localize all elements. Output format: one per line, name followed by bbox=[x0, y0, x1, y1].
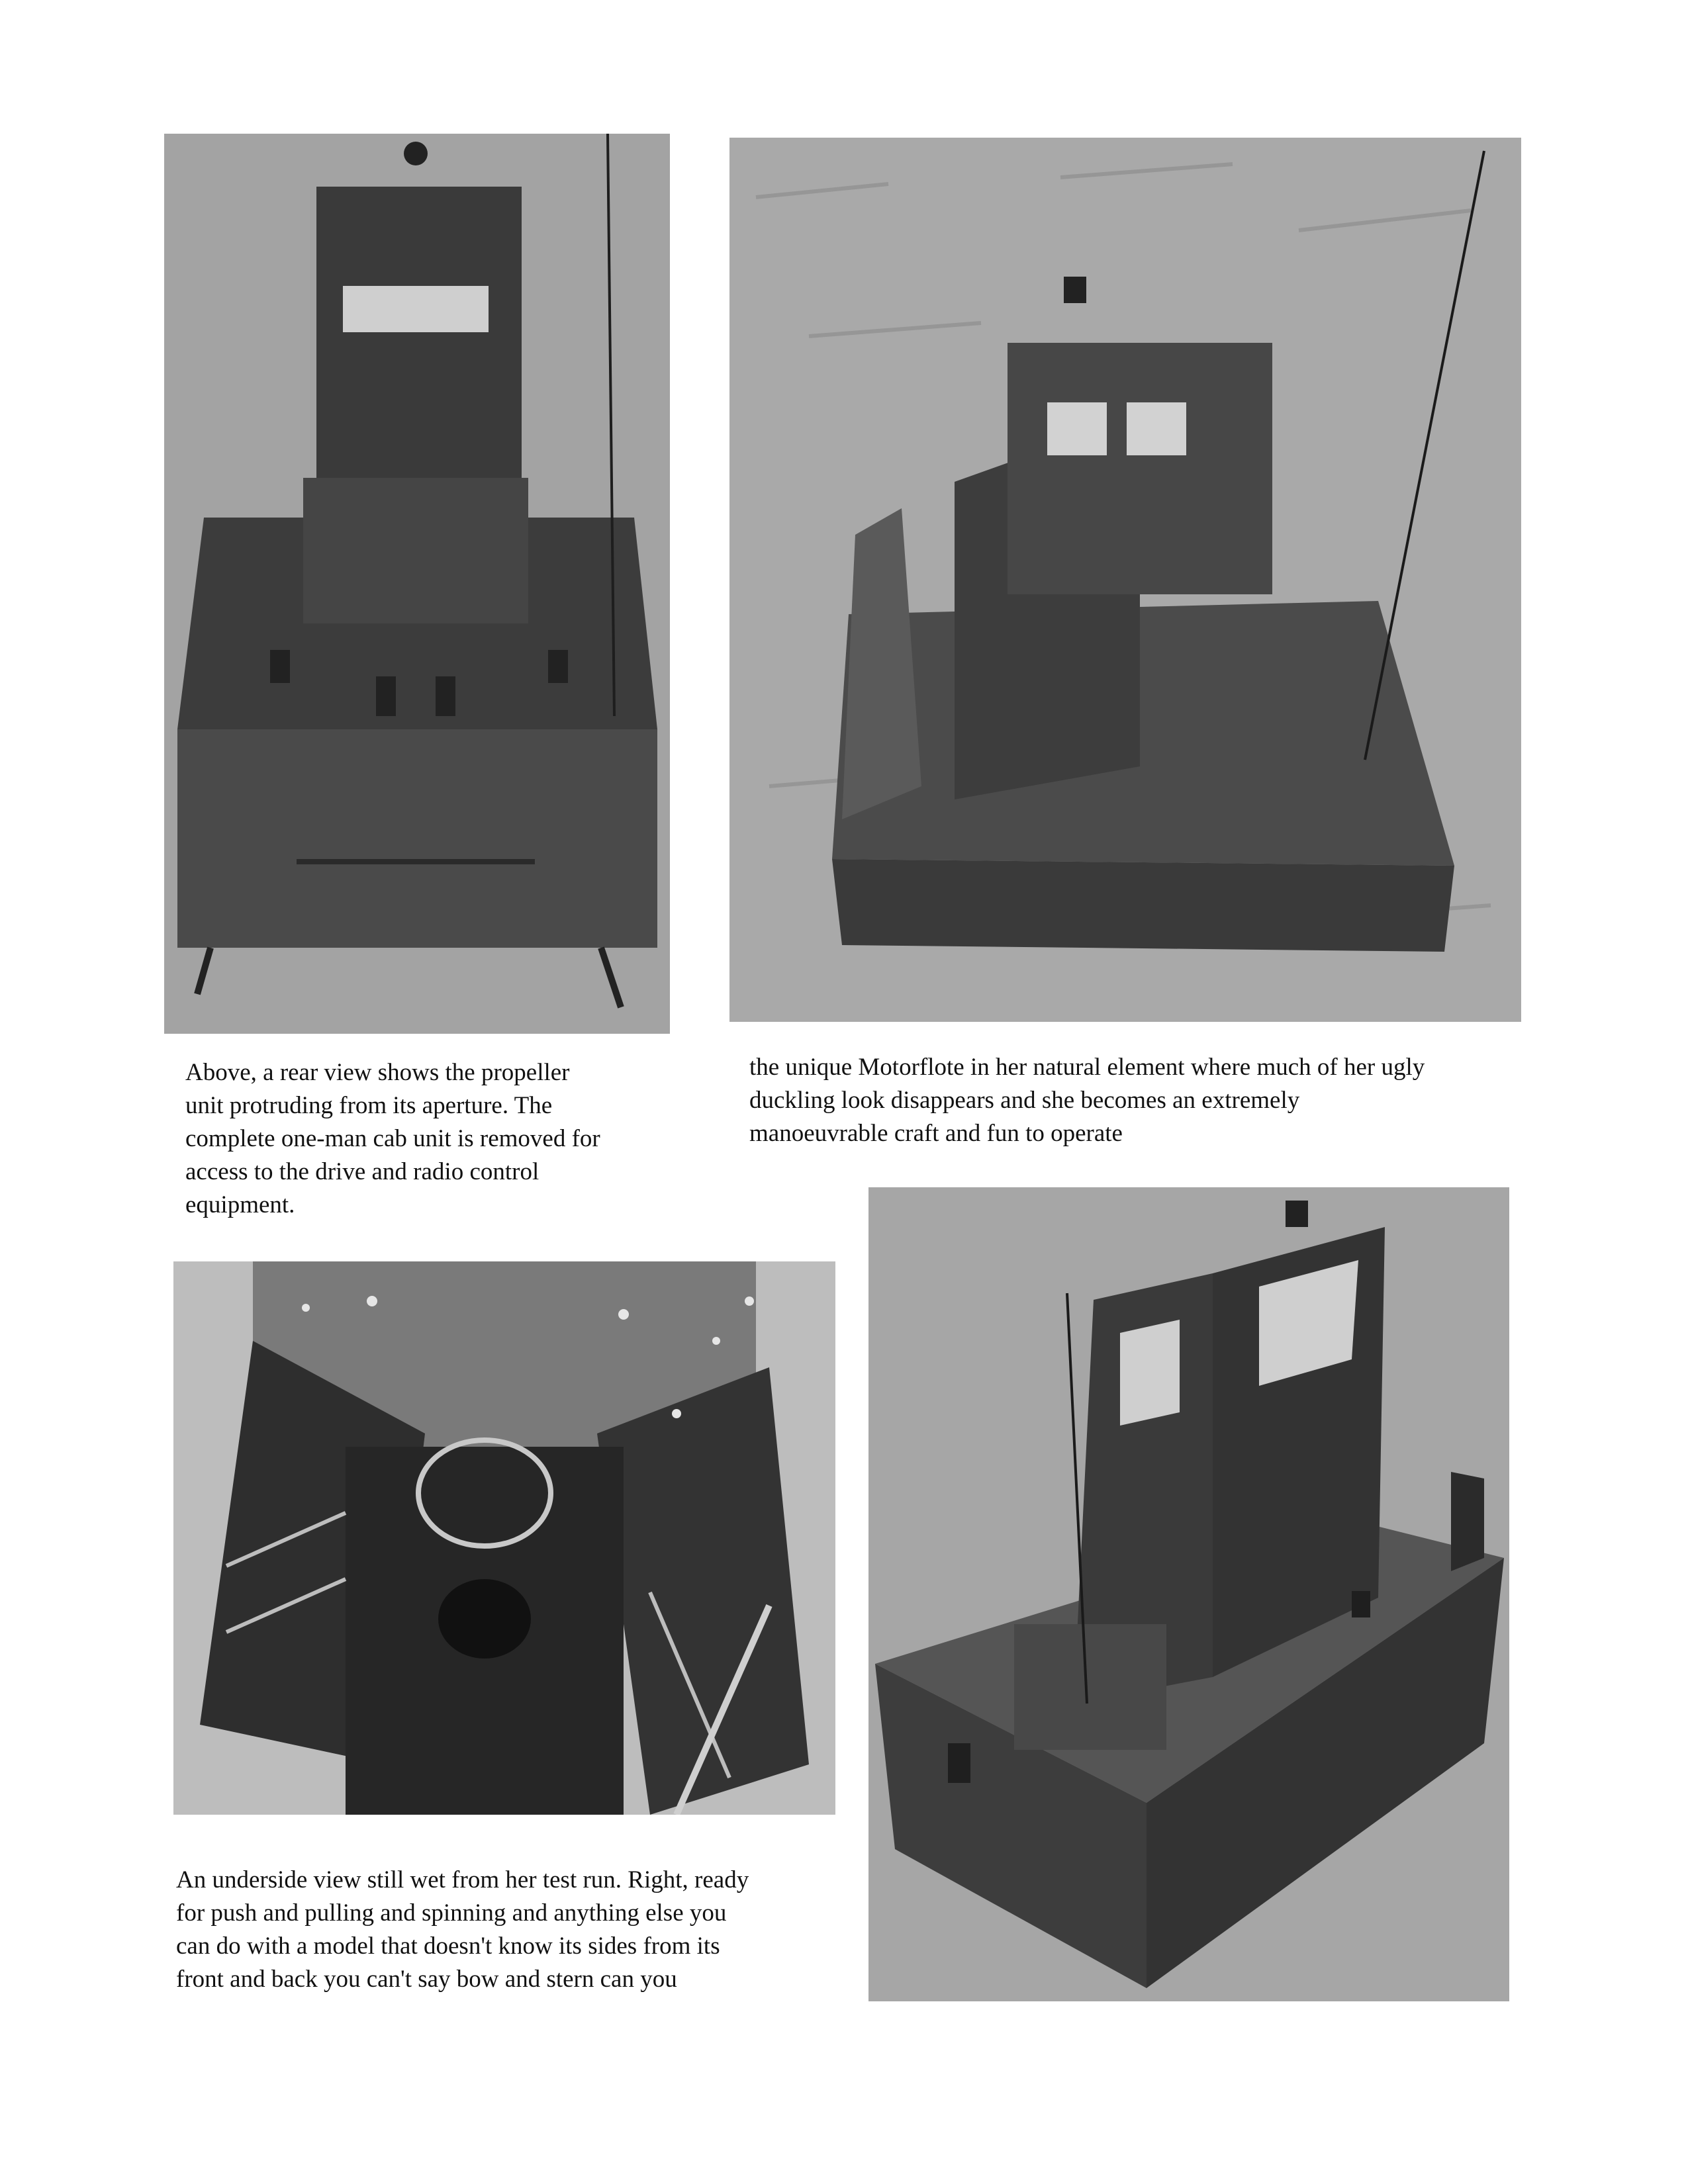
caption-line: complete one-man cab unit is removed for bbox=[185, 1125, 600, 1152]
rear-view-photo bbox=[164, 134, 670, 1034]
underside-image bbox=[173, 1261, 835, 1815]
on-water-image bbox=[729, 138, 1521, 1022]
on-water-photo bbox=[729, 138, 1521, 1022]
caption-line: for push and pulling and spinning and anything else you bbox=[176, 1899, 727, 1927]
caption-line: equipment. bbox=[185, 1191, 295, 1218]
caption-line: can do with a model that doesn't know its sides from its bbox=[176, 1933, 720, 1960]
caption-line: An underside view still wet from her test run. Right, ready bbox=[176, 1866, 749, 1893]
on-water-caption bbox=[749, 1051, 1425, 1150]
front-ready-image bbox=[868, 1187, 1509, 2001]
caption-line: unit protruding from its aperture. The bbox=[185, 1092, 553, 1119]
rear-view-caption bbox=[185, 1056, 600, 1222]
caption-line: the unique Motorflote in her natural element where much of her ugly bbox=[749, 1054, 1425, 1081]
caption-line: access to the drive and radio control bbox=[185, 1158, 539, 1185]
underside-photo bbox=[173, 1261, 835, 1815]
underside-caption bbox=[176, 1864, 749, 1996]
caption-line: front and back you can't say bow and stern can you bbox=[176, 1966, 677, 1993]
caption-line: Above, a rear view shows the propeller bbox=[185, 1059, 570, 1086]
front-ready-photo bbox=[868, 1187, 1509, 2001]
caption-line: duckling look disappears and she becomes an extremely bbox=[749, 1087, 1300, 1114]
caption-line: manoeuvrable craft and fun to operate bbox=[749, 1120, 1123, 1147]
rear-view-image bbox=[164, 134, 670, 1034]
